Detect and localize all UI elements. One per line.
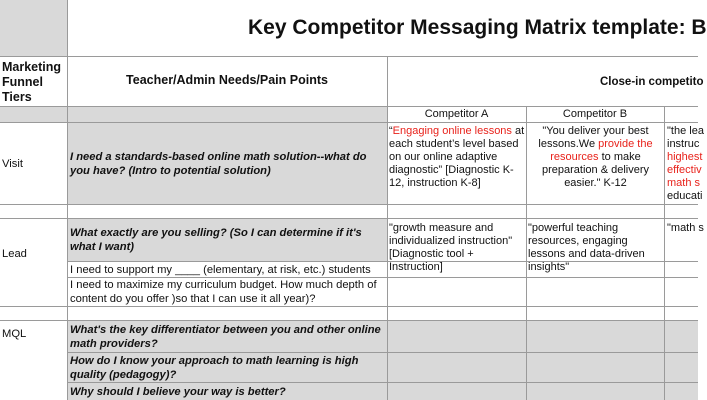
highlight-text: Engaging online lessons: [392, 125, 512, 137]
visit-question: I need a standards-based online math solution--what do you have? (Intro to potential solution): [70, 151, 367, 177]
lead-question-3: I need to maximize my curriculum budget. How much depth of content do you offer )so that I can use it all year)?: [70, 279, 377, 305]
row-gap-band: [0, 106, 387, 123]
lead-question-1: What exactly are you selling? (So I can determine if it's what I want): [70, 227, 362, 253]
mql-question-2: How do I know your approach to math learning is high quality (pedagogy)?: [70, 355, 359, 381]
lead-competitor-c-message: "math s: [667, 222, 704, 234]
competitor-a-header: Competitor A: [424, 108, 489, 120]
mql-question-3: Why should I believe your way is better?: [70, 386, 286, 398]
page-title: Key Competitor Messaging Matrix template: B: [248, 16, 707, 39]
competitor-b-header: Competitor B: [562, 108, 628, 120]
tier-mql: MQL: [2, 328, 27, 340]
lead-question-2: I need to support my ____ (elementary, at risk, etc.) students: [70, 264, 371, 276]
visit-competitor-c-message: "the lea instruc highest effectiv math s educati: [667, 125, 704, 202]
tier-lead: Lead: [2, 248, 27, 260]
visit-competitor-a-message: “Engaging online lessons at each student’s level based on our online adaptive diagnostic” [Diagnostic K-12, instruction K-8]: [389, 125, 525, 189]
header-funnel-tiers: Marketing Funnel Tiers: [2, 60, 62, 104]
visit-competitor-b-message: "You deliver your best lessons.We provide the resources to make preparation & delivery easier." K-12: [538, 125, 653, 189]
title-band-left: [0, 0, 67, 56]
mql-question-1: What's the key differentiator between you and other online math providers?: [70, 324, 381, 350]
highlight-text: provide the resources: [550, 138, 653, 163]
lead-competitor-a-message: "growth measure and individualized instruction" [Diagnostic tool + Instruction]: [389, 222, 513, 273]
tier-visit: Visit: [2, 158, 23, 170]
lead-competitor-b-message: "powerful teaching resources, engaging lessons and data-driven insights": [528, 222, 645, 273]
header-close-in-competitors: Close-in competito: [600, 76, 704, 88]
header-needs-pain-points: Teacher/Admin Needs/Pain Points: [126, 73, 328, 87]
